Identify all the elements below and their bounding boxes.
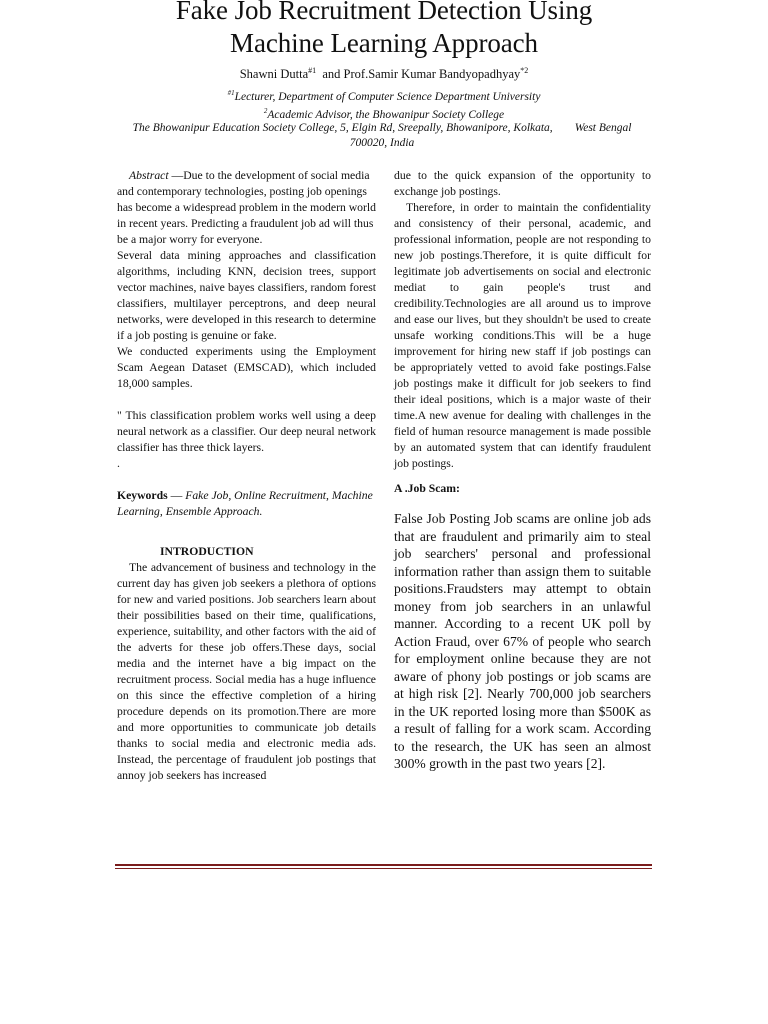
- footer-rule-thin: [115, 868, 652, 869]
- title-line-2: Machine Learning Approach: [230, 28, 538, 58]
- affiliation-3-main: The Bhowanipur Education Society College, 5, Elgin Rd, Sreepally, Bhowanipore, Kolkata,: [132, 122, 553, 134]
- introduction-text: The advancement of business and technology in the current day has given job seekers a plethora of options for new and varied positions. Job searchers learn about their possibilities based on their time, qualifications, experience, suitability, and other factors with the aid of the adverts for these job offers.These days, social media and the internet have a big impact on the recruitment process. Social media has a huge influence on this since the effective completion of a hiring procedure depends on its promotion.There are more and more opportunities to communicate job details thanks to social media and electronic media ads. Instead, the percentage of fraudulent job postings that annoy job seekers has increased: [117, 561, 376, 782]
- right-text-2: Therefore, in order to maintain the confidentiality and consistency of their personal, academic, and professional information, people are not responding to new job postings.Therefore, it is quite difficult for legitimate job advertisements on social and electronic mediat to gain people's trust and credibility.Technologies are all around us to improve and ease our lives, but they shouldn't be used to create unsafe working conditions.This will be a huge improvement for hiring new staff if job postings can be appropriately vetted to avoid fake postings.False job postings make it difficult for job seekers to find their ideal positions, which is a major waste of their time.A new avenue for dealing with challenges in the field of human resource management is made possible by an automated system that can identify fraudulent job postings.: [394, 201, 651, 470]
- affiliation-3-postcode: 700020, India: [349, 137, 415, 149]
- affiliation-3: [112, 121, 652, 151]
- footer-rule-thick: [115, 864, 652, 866]
- author-1: Shawni Dutta: [239, 67, 309, 82]
- affiliation-1-sup: #1: [227, 89, 235, 97]
- affiliation-1: [0, 86, 768, 105]
- abstract-text-4: " This classification problem works well using a deep neural network as a classifier. Our deep neural network classifier has three thick layers.: [117, 409, 376, 454]
- affiliation-1-text: Lecturer, Department of Computer Science Department University: [234, 90, 541, 103]
- keywords-dash: —: [167, 489, 186, 502]
- keywords-text: Fake Job, Online Recruitment, Machine Learning, Ensemble Approach.: [117, 489, 373, 518]
- title-line-1: Fake Job Recruitment Detection Using: [175, 0, 593, 25]
- abstract-text-1: —Due to the development of social media and contemporary technologies, posting job openings has become a widespread problem in the modern world in recent years. Predicting a fraudulent job ad will thus be a major worry for everyone.: [117, 169, 376, 246]
- introduction-heading: INTRODUCTION: [160, 545, 254, 558]
- footer-divider: [115, 864, 652, 869]
- abstract-label: Abstract: [129, 169, 169, 182]
- author-separator: and Prof.Samir Kumar Bandyopadhyay: [316, 67, 521, 82]
- right-text-1: due to the quick expansion of the opportunity to exchange job postings.: [394, 169, 651, 198]
- abstract-text-2: Several data mining approaches and classification algorithms, including KNN, decision trees, support vector machines, naive bayes classifiers, random forest classifiers, multilayer perceptrons, and deep neural networks, were developed in this research to determine if a job posting is genuine or fake.: [117, 249, 376, 342]
- affiliation-2: [0, 104, 768, 123]
- paper-title: [0, 0, 768, 60]
- left-column: [117, 168, 376, 784]
- affiliation-2-sup: 2: [263, 107, 268, 115]
- job-scam-heading: A .Job Scam:: [394, 482, 460, 495]
- abstract-paragraph: [117, 168, 376, 248]
- job-scam-text: False Job Posting Job scams are online job ads that are fraudulent and primarily aim to steal job searchers' personal and professional information rather than assign them to suitable positions.Fraudsters may attempt to obtain money from job searchers in an unlawful manner. According to a recent UK poll by Action Fraud, over 67% of people who search for employment online because they are not aware of phony job postings or job scams are at high risk [2]. Nearly 700,000 job searchers in the UK reported losing more than $500K as a result of falling for a work scam. According to the research, the UK has seen an almost 300% growth in the past two years [2].: [394, 511, 651, 771]
- abstract-dot: .: [117, 457, 120, 470]
- affiliation-3-state: West Bengal: [574, 122, 632, 134]
- author-line: [0, 63, 768, 82]
- author-2-sup: *2: [520, 66, 529, 75]
- right-column: [394, 168, 651, 773]
- affiliation-2-text: Academic Advisor, the Bhowanipur Society College: [267, 108, 505, 121]
- keywords-paragraph: [117, 488, 376, 520]
- keywords-label: Keywords: [117, 489, 168, 502]
- author-1-sup: #1: [308, 66, 317, 75]
- abstract-text-3: We conducted experiments using the Employment Scam Aegean Dataset (EMSCAD), which included 18,000 samples.: [117, 345, 376, 390]
